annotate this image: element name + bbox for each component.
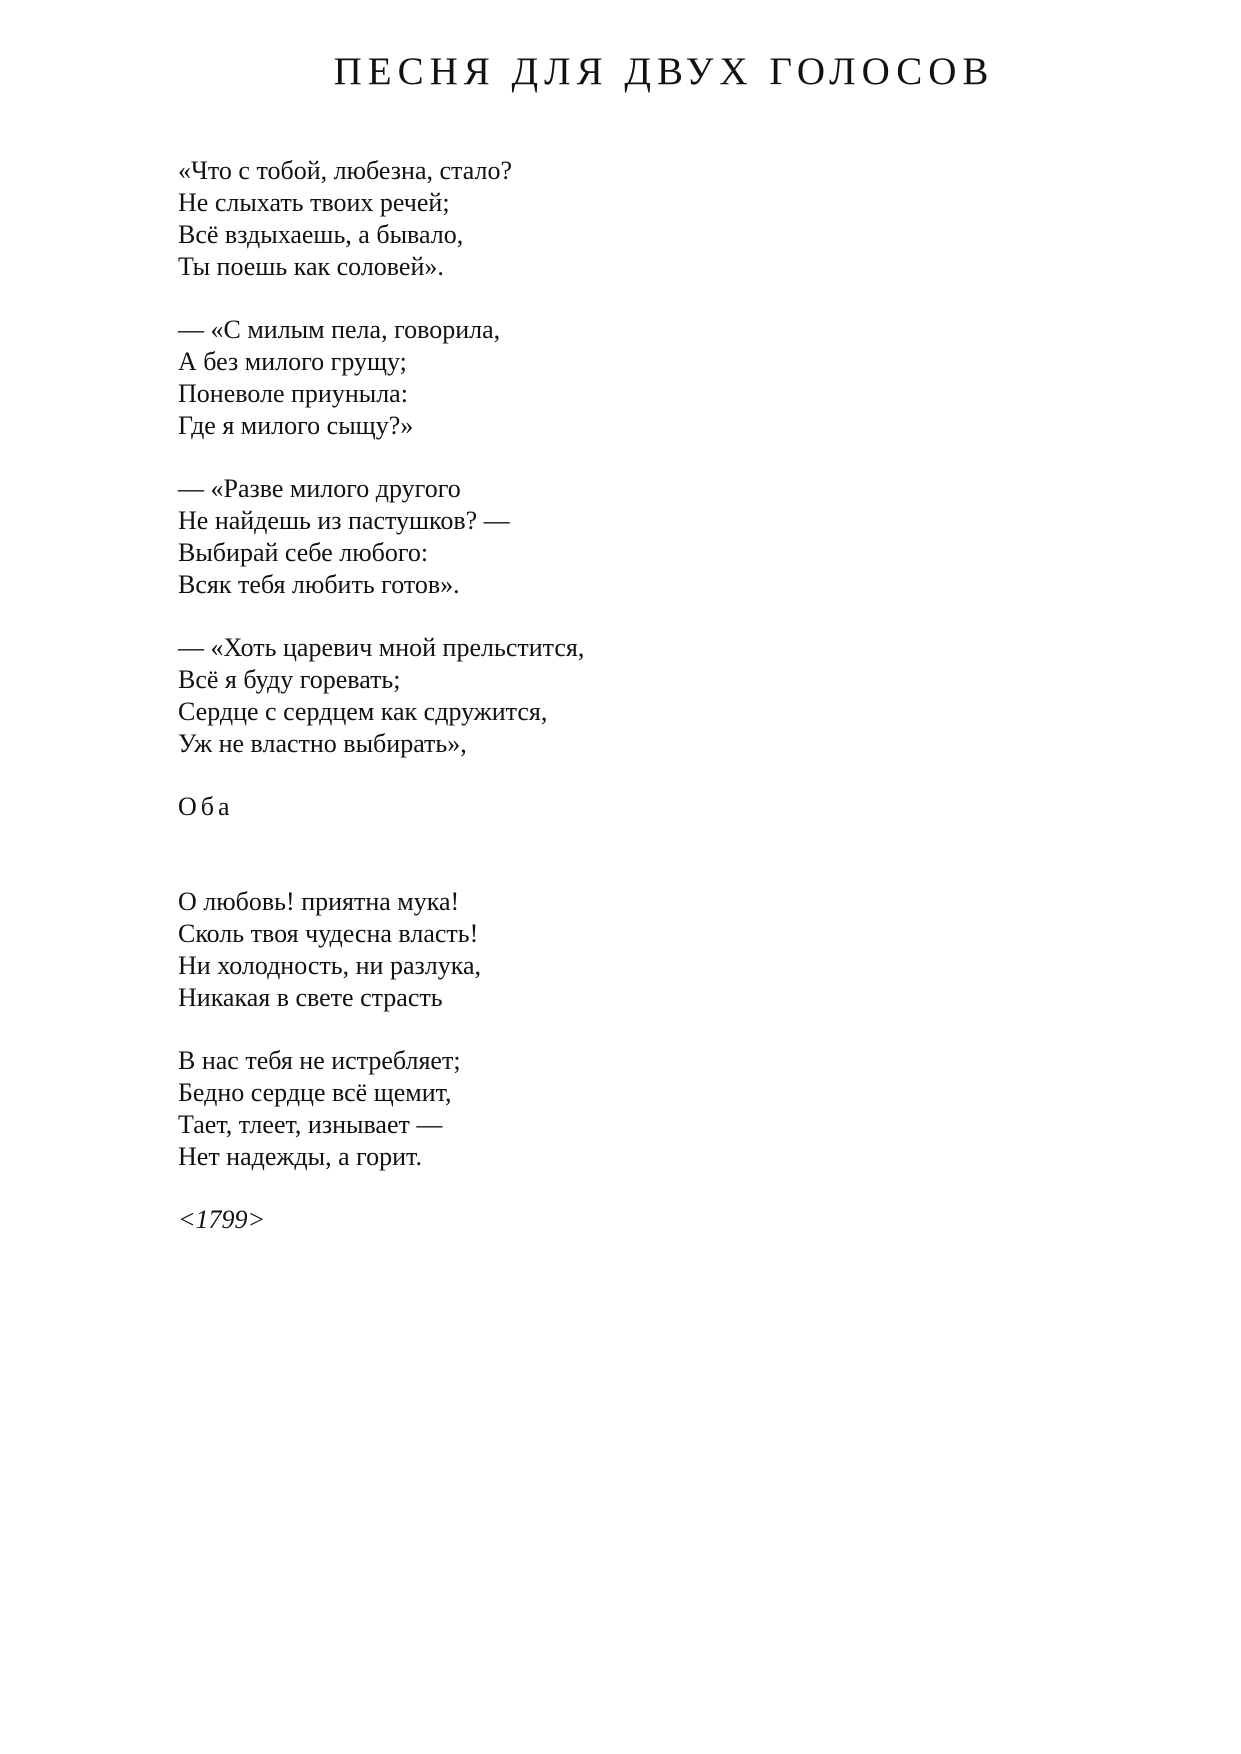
poem-line: Всё я буду горевать;: [178, 665, 401, 694]
poem-line: «Что с тобой, любезна, стало?: [178, 156, 512, 185]
poem-line: Выбирай себе любого:: [178, 538, 429, 567]
poem-line: Сколь твоя чудесна власть!: [178, 919, 479, 948]
poem-line: А без милого грущу;: [178, 347, 407, 376]
poem-body: [178, 155, 584, 1236]
poem-line: Нет надежды, а горит.: [178, 1142, 422, 1171]
poem-line: Ни холодность, ни разлука,: [178, 951, 482, 980]
poem-line: Ты поешь как соловей».: [178, 252, 444, 281]
poem-date: <1799>: [178, 1205, 266, 1234]
poem-line: Никакая в свете страсть: [178, 983, 443, 1012]
poem-line: Всяк тебя любить готов».: [178, 570, 460, 599]
poem-line: Уж не властно выбирать»,: [178, 729, 467, 758]
poem-line: — «Разве милого другого: [178, 474, 461, 503]
poem-line: Не слыхать твоих речей;: [178, 188, 450, 217]
stanza-3: [178, 473, 584, 601]
poem-line: Тает, тлеет, изнывает —: [178, 1110, 443, 1139]
stanza-1: [178, 155, 584, 283]
poem-line: В нас тебя не истребляет;: [178, 1046, 461, 1075]
poem-line: — «С милым пела, говорила,: [178, 315, 501, 344]
poem-line: Всё вздыхаешь, а бывало,: [178, 220, 464, 249]
poem-line: Сердце с сердцем как сдружится,: [178, 697, 548, 726]
speaker-label: Оба: [178, 792, 234, 821]
poem-line: Поневоле приуныла:: [178, 379, 408, 408]
poem-line: О любовь! приятна мука!: [178, 887, 460, 916]
poem-line: Бедно сердце всё щемит,: [178, 1078, 452, 1107]
stanza-4: [178, 632, 584, 760]
poem-line: — «Хоть царевич мной прельстится,: [178, 633, 585, 662]
chorus-stanza-2: [178, 1045, 584, 1173]
stanza-2: [178, 314, 584, 442]
poem-line: Где я милого сыщу?»: [178, 411, 414, 440]
poem-line: Не найдешь из пастушков? —: [178, 506, 510, 535]
poem-title: ПЕСНЯ ДЛЯ ДВУХ ГОЛОСОВ: [333, 50, 995, 93]
chorus-stanza-1: [178, 886, 584, 1014]
